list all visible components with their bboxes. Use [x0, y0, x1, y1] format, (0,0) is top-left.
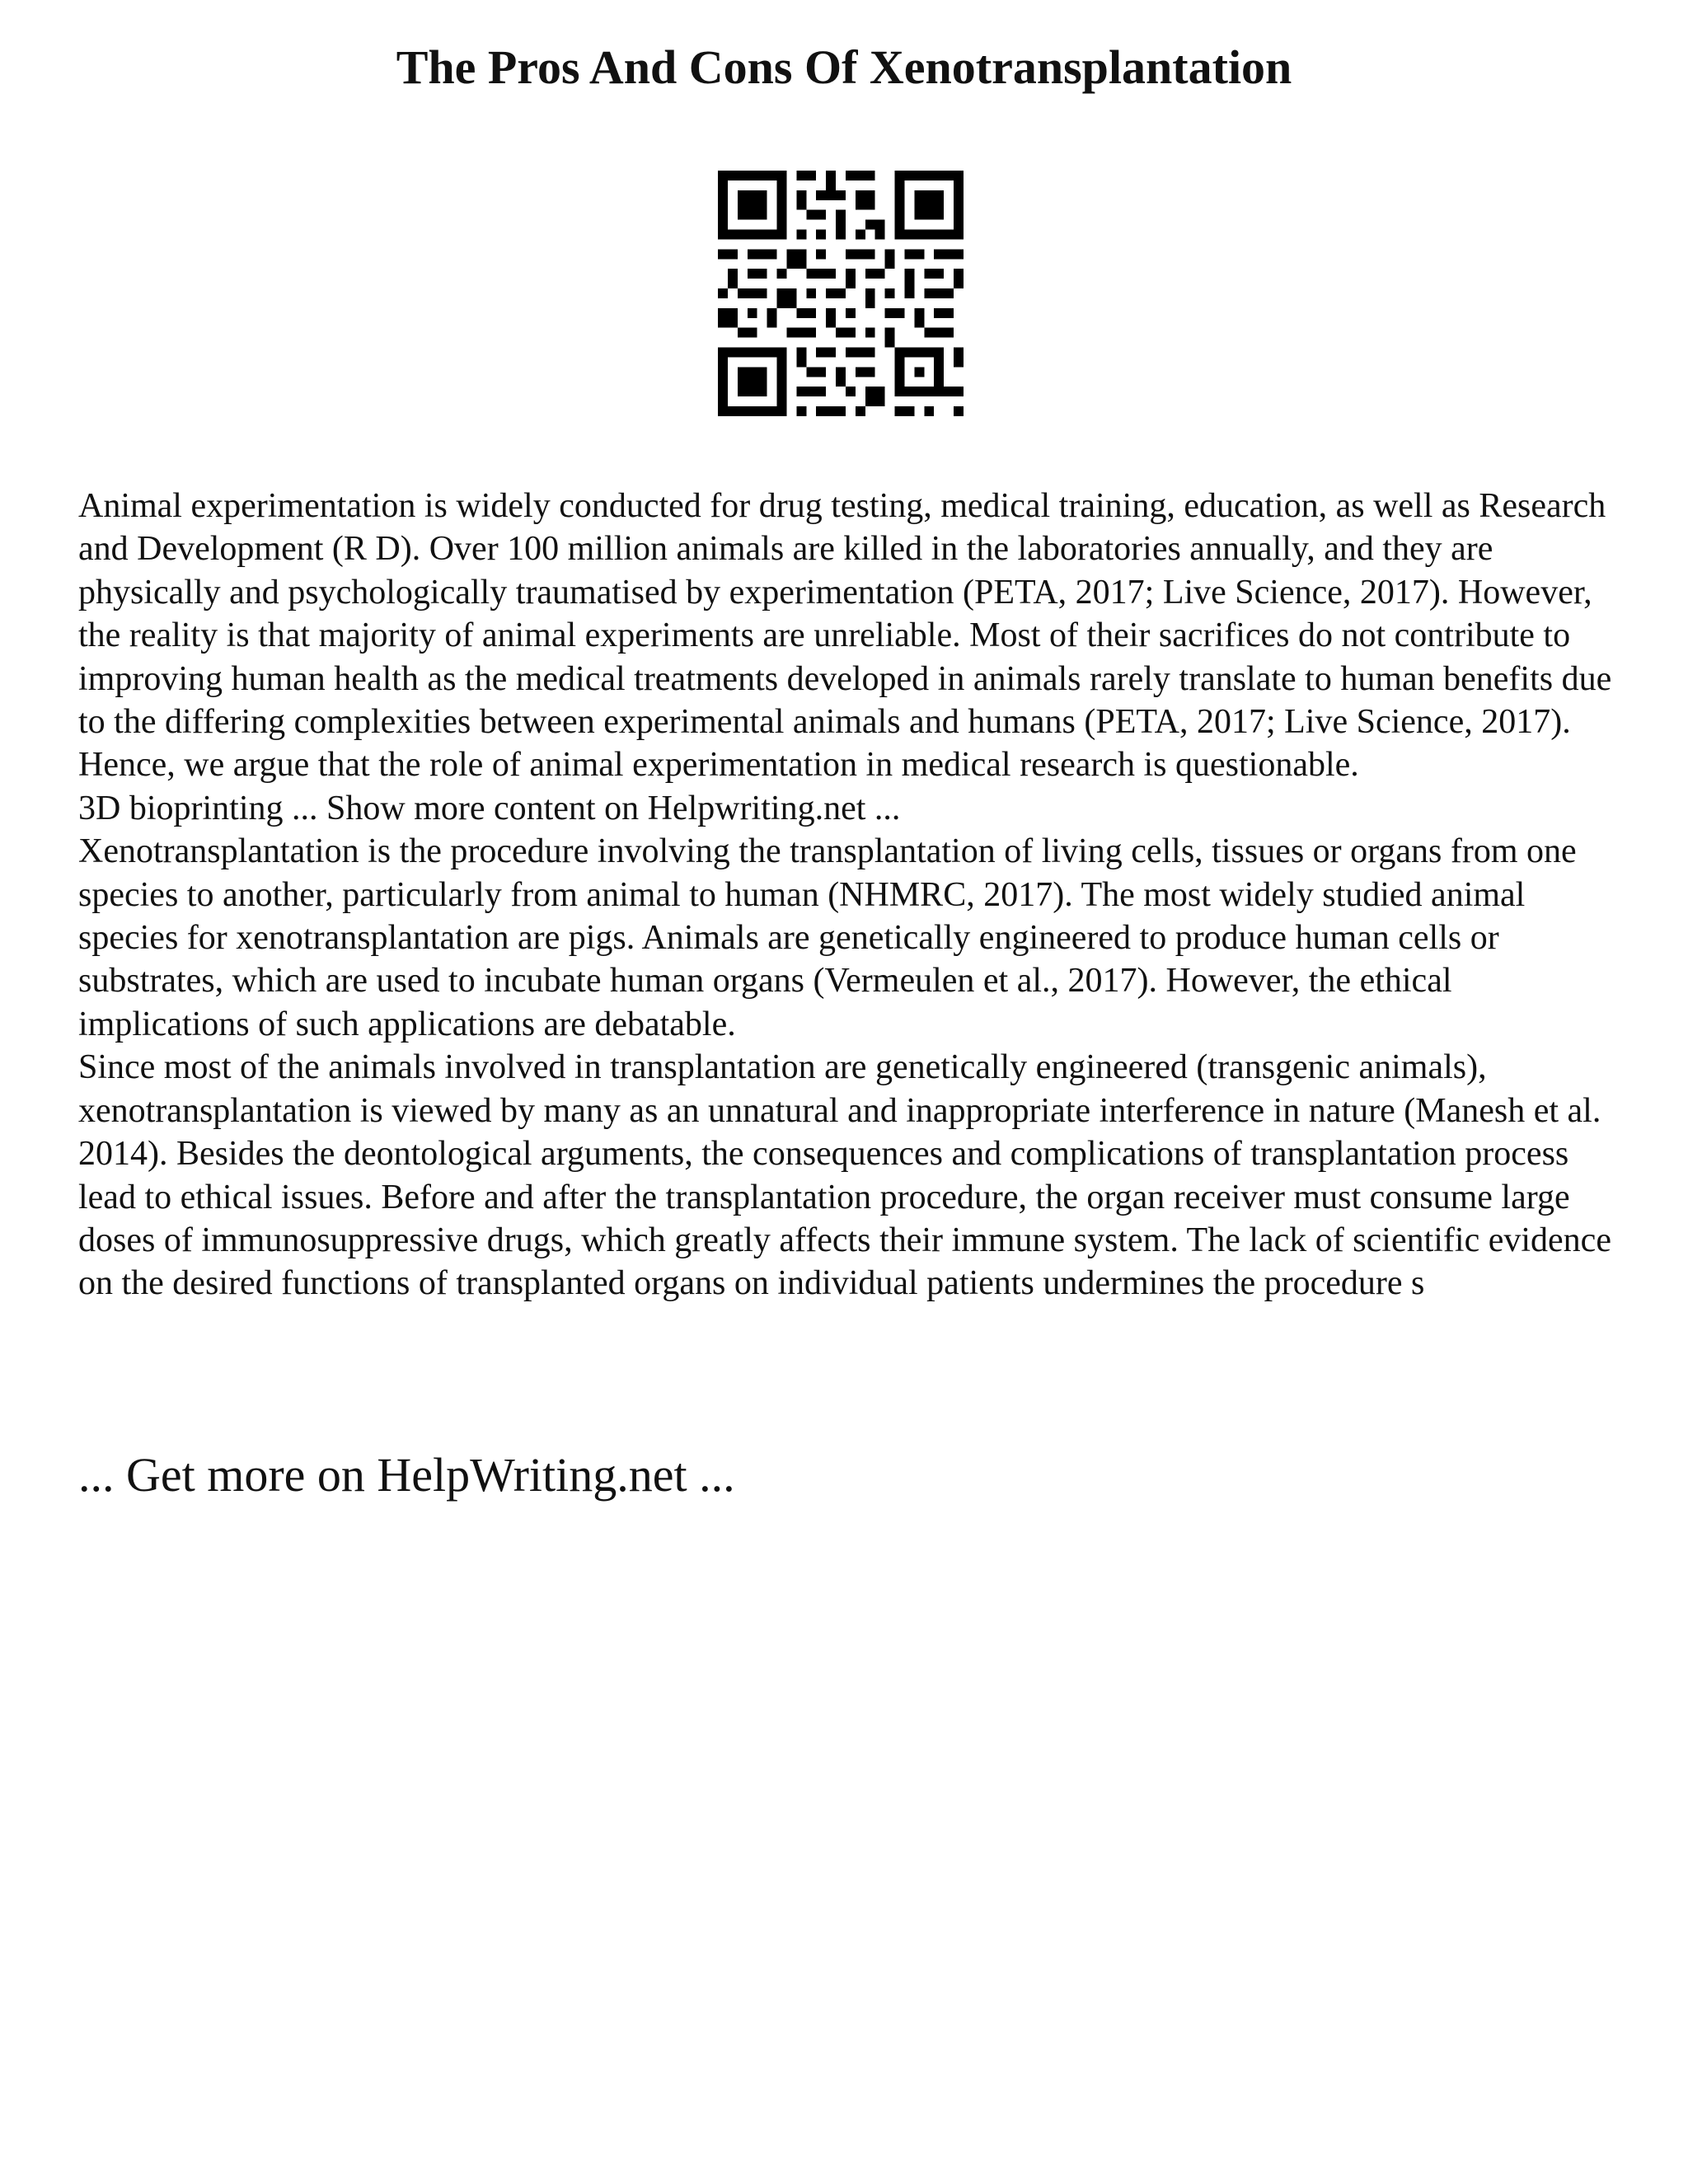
qr-code-icon [718, 171, 964, 416]
paragraph-xenotransplantation: Xenotransplantation is the procedure involving the transplantation of living cells, tissues or organs from one species to another, particularly from animal to human (NHMRC, 2017). The most widely studied animal species for xenotransplantation are pigs. Animals are genetically engineered to produce human cells or substrates, which are used to incubate human organs (Vermeulen et al., 2017). However, the ethical implications of such applications are debatable. [78, 832, 1577, 1043]
document-title: The Pros And Cons Of Xenotransplantation [396, 40, 1292, 94]
get-more-link[interactable]: ... Get more on HelpWriting.net ... [78, 1448, 735, 1502]
paragraph-animal-experimentation: Animal experimentation is widely conducted for drug testing, medical training, education, as well as Research and Development (R D). Over 100 million animals are killed in the laboratories annually, and they are physically and psychologically traumatised by experimentation (PETA, 2017; Live Science, 2017). However, the reality is that majority of animal experiments are unreliable. Most of their sacrifices do not contribute to improving human health as the medical treatments developed in animals rarely translate to human benefits due to the differing complexities between experimental animals and humans (PETA, 2017; Live Science, 2017). Hence, we argue that the role of animal experimentation in medical research is questionable. [78, 487, 1612, 785]
paragraph-ethical-issues: Since most of the animals involved in transplantation are genetically engineered (transgenic animals), xenotransplantation is viewed by many as an unnatural and inappropriate interference in nature (Manesh et al. 2014). Besides the deontological arguments, the consequences and complications of transplantation process lead to ethical issues. Before and after the transplantation procedure, the organ receiver must consume large doses of immunosuppressive drugs, which greatly affects their immune system. The lack of scientific evidence on the desired functions of transplanted organs on individual patients undermines the procedure s [78, 1048, 1611, 1303]
show-more-line: 3D bioprinting ... Show more content on Helpwriting.net ... [78, 789, 901, 827]
document-body [78, 485, 1620, 1305]
